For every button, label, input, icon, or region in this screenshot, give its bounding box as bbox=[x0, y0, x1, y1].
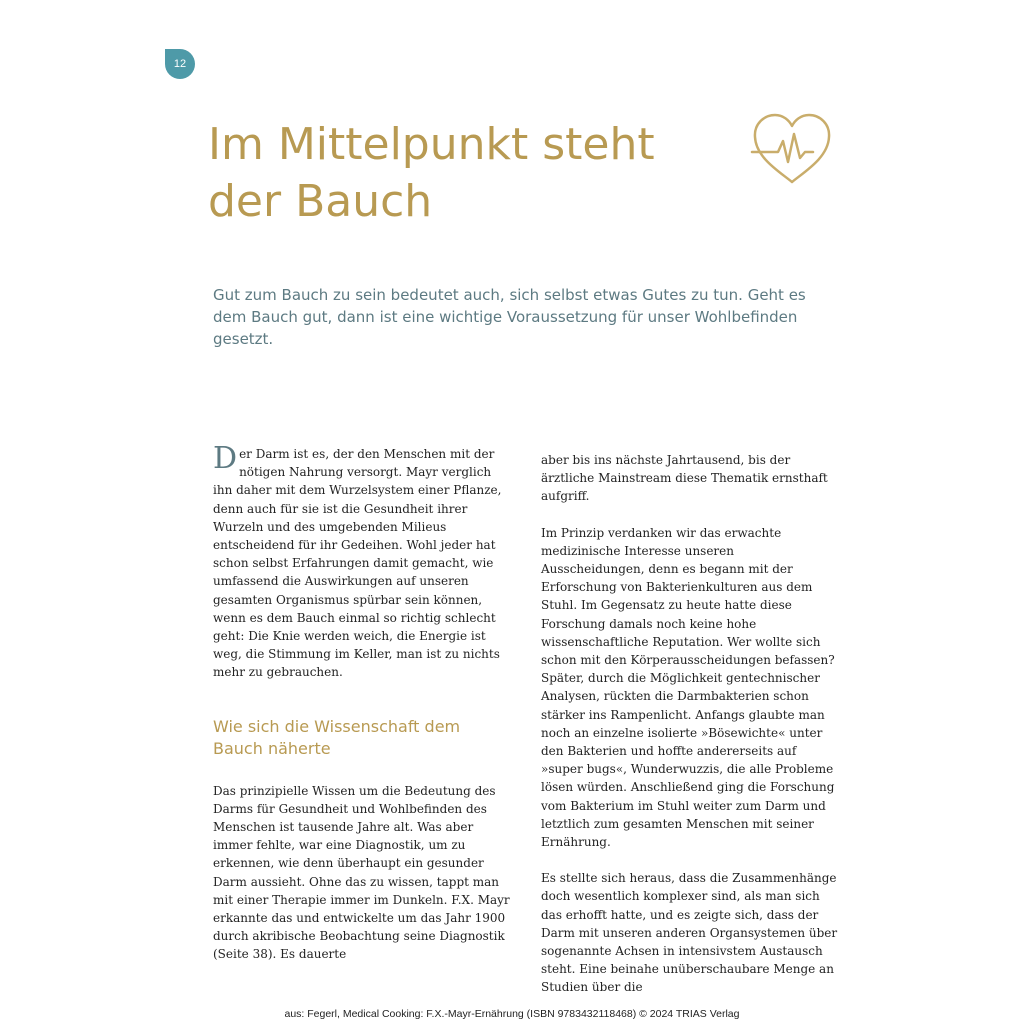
page-title: Im Mittelpunkt steht der Bauch bbox=[208, 119, 655, 227]
source-footer: aus: Fegerl, Medical Cooking: F.X.-Mayr-Ernährung (ISBN 9783432118468) © 2024 TRIAS Verlag bbox=[284, 1008, 740, 1020]
body-column-left bbox=[213, 441, 513, 964]
heartbeat-icon bbox=[750, 112, 834, 186]
body-column-right bbox=[541, 451, 841, 997]
body-paragraph: Das prinzipielle Wissen um die Bedeutung des Darms für Gesundheit und Wohlbefinden des Menschen ist tausende Jahre alt. Was aber immer fehlte, war eine Diagnostik, um zu erkennen, wie denn überhaupt ein gesunder Darm aussieht. Ohne das zu wissen, tappt man mit einer Therapie immer im Dunkeln. F.X. Mayr erkannte das und entwickelte um das Jahr 1900 durch akribische Beobachtung seine Diagnostik (Seite 38). Es dauerte bbox=[213, 783, 510, 962]
section-subheading: Wie sich die Wissenschaft dem Bauch näherte bbox=[213, 716, 461, 758]
body-paragraph: Es stellte sich heraus, dass die Zusammenhänge doch wesentlich komplexer sind, als man sich das erhofft hatte, und es zeigte sich, dass der Darm mit unseren anderen Organsystemen über sogenannte Achsen in intensivstem Austausch steht. Eine beinahe unüberschaubare Menge an Studien über die bbox=[541, 871, 838, 995]
body-paragraph: Im Prinzip verdanken wir das erwachte medizinische Interesse unseren Ausscheidungen, denn es begann mit der Erforschung von Bakterienkulturen aus dem Stuhl. Im Gegensatz zu heute hatte diese Forschung damals noch keine hohe wissenschaftliche Reputation. Wer wollte sich schon mit den Körperausscheidungen befassen? Später, durch die Möglichkeit gentechnischer Analysen, rückten die Darmbakterien schon stärker ins Rampenlicht. Anfangs glaubte man noch an einzelne isolierte »Bösewichte« unter den Bakterien und hoffte andererseits auf »super bugs«, Wunderwuzzis, die alle Probleme lösen würden. Anschließend ging die Forschung vom Bakterium im Stuhl weiter zum Darm und letztlich zum gesamten Menschen mit seiner Ernährung. bbox=[541, 525, 835, 850]
lead-paragraph: Gut zum Bauch zu sein bedeutet auch, sich selbst etwas Gutes zu tun. Geht es dem Bauch gut, dann ist eine wichtige Voraussetzung für unser Wohlbefinden gesetzt. bbox=[213, 286, 806, 348]
drop-cap: D bbox=[213, 441, 238, 476]
body-paragraph: aber bis ins nächste Jahrtausend, bis der ärztliche Mainstream diese Thematik ernsthaft aufgriff. bbox=[541, 453, 828, 504]
paragraph-text: er Darm ist es, der den Menschen mit der nötigen Nahrung versorgt. Mayr verglich ihn daher mit dem Wurzelsystem einer Pflanze, denn auch für sie ist die Gesundheit ihrer Wurzeln und des umgebenden Milieus entscheidend für ihr Gedeihen. Wohl jeder hat schon selbst Erfahrungen damit gemacht, wie umfassend die Auswirkungen auf unseren gesamten Organismus spürbar sein können, wenn es dem Bauch einmal so richtig schlecht geht: Die Knie werden weich, die Energie ist weg, die Stimmung im Keller, man ist zu nichts mehr zu gebrauchen. bbox=[213, 447, 502, 680]
body-paragraph bbox=[213, 441, 513, 682]
page-number-badge: 12 bbox=[165, 49, 195, 79]
